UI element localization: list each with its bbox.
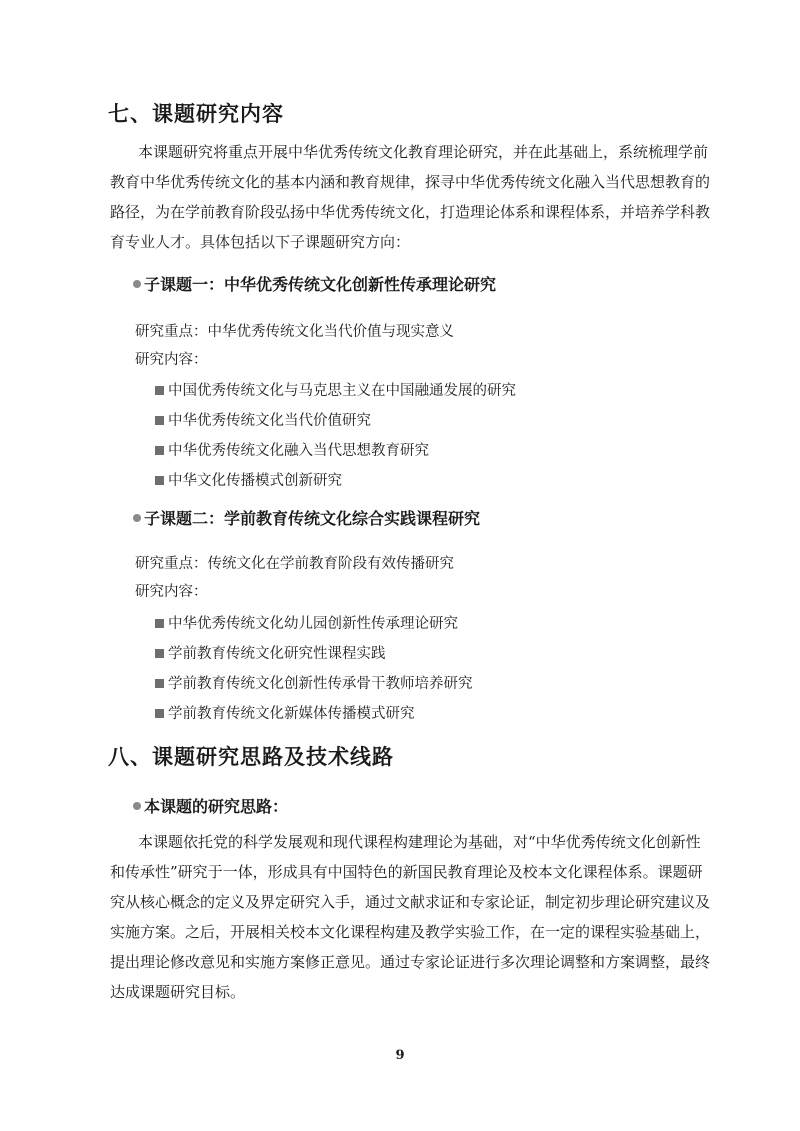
- list-item-text: 学前教育传统文化创新性传承骨干教师培养研究: [168, 676, 473, 692]
- page-number: 9: [395, 1048, 405, 1063]
- square-bullet-icon: [155, 386, 164, 395]
- list-item-text: 中华文化传播模式创新研究: [168, 473, 342, 489]
- list-item-text: 中华优秀传统文化幼儿园创新性传承理论研究: [168, 616, 458, 632]
- section-8-title: 八、课题研究思路及技术线路: [108, 745, 394, 769]
- subtopic-1-content-label: 研究内容：: [135, 352, 208, 368]
- square-bullet-icon: [155, 649, 164, 658]
- list-item: [155, 469, 342, 490]
- body-line: 究从核心概念的定义及界定研究入手，通过文献求证和专家论证，制定初步理论研究建议及: [110, 893, 711, 911]
- circle-bullet-icon: [133, 280, 141, 288]
- circle-bullet-icon: [133, 802, 141, 810]
- body-line: 达成课题研究目标。: [110, 983, 246, 1001]
- list-item: [155, 409, 371, 430]
- square-bullet-icon: [155, 446, 164, 455]
- subtopic-1-title: 子课题一：中华优秀传统文化创新性传承理论研究: [144, 275, 497, 294]
- square-bullet-icon: [155, 709, 164, 718]
- subtopic-2-content-label: 研究内容：: [135, 584, 208, 600]
- subtopic-2-focus: 研究重点：传统文化在学前教育阶段有效传播研究: [135, 556, 454, 572]
- body-line: 提出理论修改意见和实施方案修正意见。通过专家论证进行多次理论调整和方案调整，最终: [110, 953, 711, 971]
- list-item: [155, 672, 473, 693]
- body-line: 实施方案。之后，开展相关校本文化课程构建及教学实验工作，在一定的课程实验基础上，: [110, 923, 711, 941]
- list-item: [155, 642, 386, 663]
- list-item: [155, 612, 458, 633]
- subtopic-1-heading: [133, 272, 496, 295]
- subtopic-2-heading: [133, 506, 480, 529]
- square-bullet-icon: [155, 416, 164, 425]
- list-item-text: 学前教育传统文化新媒体传播模式研究: [168, 706, 415, 722]
- section-7-intro: [110, 137, 711, 257]
- subtopic-1-focus: 研究重点：中华优秀传统文化当代价值与现实意义: [135, 324, 454, 340]
- list-item: [155, 379, 516, 400]
- circle-bullet-icon: [133, 514, 141, 522]
- section-8-body: [110, 827, 711, 1007]
- list-item: [155, 439, 429, 460]
- section-8-subtitle: 本课题的研究思路：: [144, 797, 289, 816]
- intro-line: 路径，为在学前教育阶段弘扬中华优秀传统文化，打造理论体系和课程体系，并培养学科教: [110, 203, 711, 221]
- list-item-text: 中华优秀传统文化融入当代思想教育研究: [168, 443, 429, 459]
- square-bullet-icon: [155, 679, 164, 688]
- intro-line: 教育中华优秀传统文化的基本内涵和教育规律，探寻中华优秀传统文化融入当代思想教育的: [110, 173, 711, 191]
- list-item-text: 中国优秀传统文化与马克思主义在中国融通发展的研究: [168, 383, 516, 399]
- body-line: 本课题依托党的科学发展观和现代课程构建理论为基础，对“中华优秀传统文化创新性: [138, 833, 701, 851]
- body-line: 和传承性”研究于一体，形成具有中国特色的新国民教育理论及校本文化课程体系。课题研: [110, 863, 703, 881]
- intro-line: 本课题研究将重点开展中华优秀传统文化教育理论研究，并在此基础上，系统梳理学前: [138, 143, 709, 161]
- section-8-subheading: [133, 794, 288, 817]
- list-item-text: 中华优秀传统文化当代价值研究: [168, 413, 371, 429]
- subtopic-2-title: 子课题二：学前教育传统文化综合实践课程研究: [144, 509, 481, 528]
- list-item-text: 学前教育传统文化研究性课程实践: [168, 646, 386, 662]
- section-7-title: 七、课题研究内容: [108, 102, 284, 126]
- list-item: [155, 702, 415, 723]
- square-bullet-icon: [155, 619, 164, 628]
- square-bullet-icon: [155, 476, 164, 485]
- intro-line: 育专业人才。具体包括以下子课题研究方向：: [110, 233, 411, 251]
